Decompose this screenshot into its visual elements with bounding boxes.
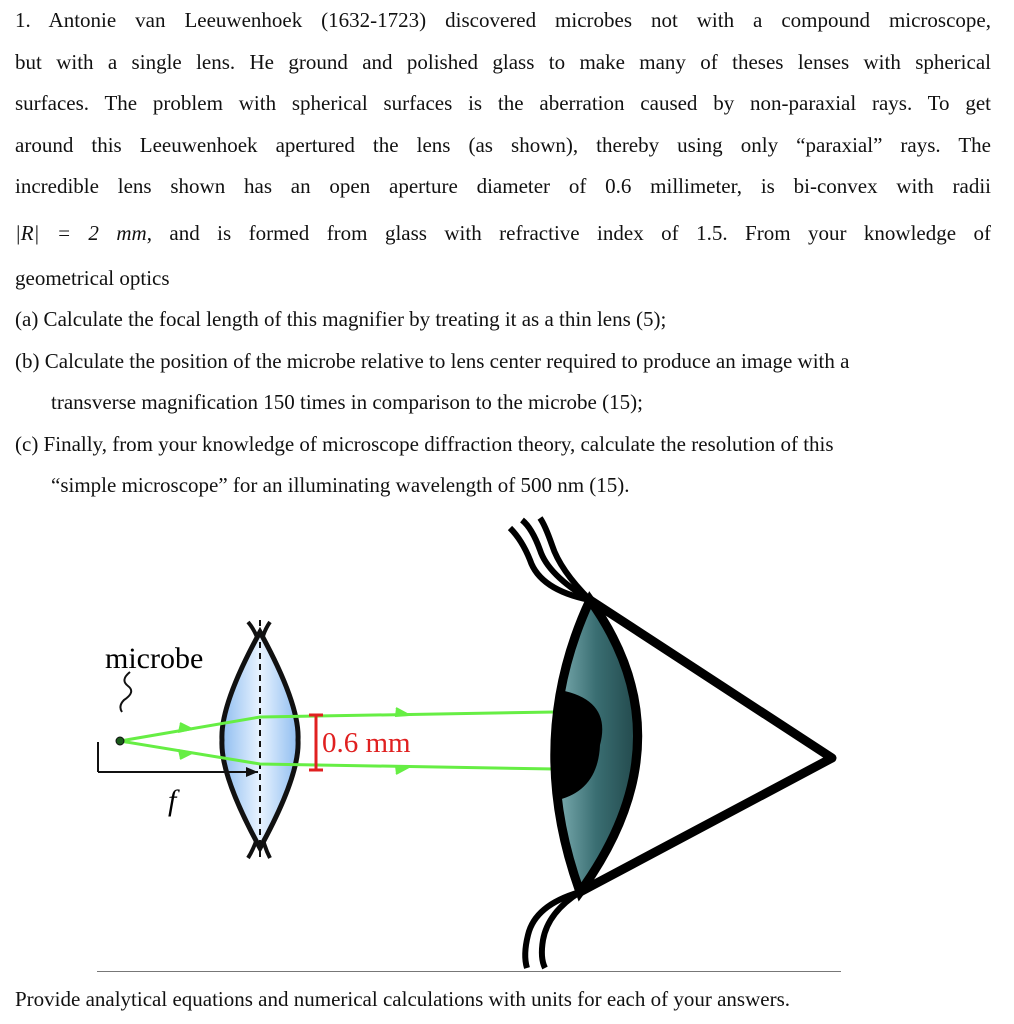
part-b-line-1: (b) Calculate the position of the microbe relative to lens center required to produce an image with a	[15, 348, 850, 373]
radius-line-rest: , and is formed from glass with refractive index of 1.5. From your knowledge of	[146, 220, 991, 245]
separator-rule	[97, 971, 841, 972]
eye	[510, 518, 832, 968]
part-a: (a) Calculate the focal length of this magnifier by treating it as a thin lens (5);	[15, 307, 667, 331]
part-c-line-2: “simple microscope” for an illuminating wavelength of 500 nm (15).	[51, 473, 630, 497]
lens-eye-diagram	[0, 515, 1014, 975]
ray-arrow-3	[395, 708, 409, 716]
radius-equation: |R| = 2 mm	[15, 220, 147, 245]
intro-line-5: incredible lens shown has an open aperture diameter of 0.6 millimeter, is bi-convex with radii	[15, 174, 991, 198]
lower-eyelash-1	[525, 892, 580, 968]
lens	[222, 620, 298, 860]
problem-text	[15, 0, 991, 507]
microbe-pointer	[120, 672, 131, 712]
upper-eyelash-3	[540, 518, 590, 600]
ray-arrow-1	[178, 723, 192, 732]
intro-last-line: geometrical optics	[15, 265, 170, 290]
intro-line-4: around this Leeuwenhoek apertured the lens (as shown), thereby using only “paraxial” rays. The	[15, 132, 991, 157]
intro-line-2: but with a single lens. He ground and polished glass to make many of theses lenses with spherical	[15, 49, 991, 74]
aperture-marker	[309, 715, 411, 770]
part-b-line-2: transverse magnification 150 times in comparison to the microbe (15);	[51, 390, 643, 414]
footer-instruction: Provide analytical equations and numerical calculations with units for each of your answers.	[15, 987, 791, 1011]
microbe-label: microbe	[105, 642, 204, 675]
radius-line	[15, 208, 991, 258]
microbe-dot	[116, 737, 124, 745]
ray-arrow-4	[395, 766, 409, 774]
aperture-label: 0.6 mm	[322, 727, 411, 759]
intro-line-3: surfaces. The problem with spherical surfaces is the aberration caused by non-paraxial rays. To get	[15, 91, 991, 115]
part-c-line-1: (c) Finally, from your knowledge of microscope diffraction theory, calculate the resolution of this	[15, 431, 834, 456]
focal-label: f	[168, 784, 177, 817]
intro-line-1: 1. Antonie van Leeuwenhoek (1632-1723) discovered microbes not with a compound microscope,	[15, 8, 991, 32]
